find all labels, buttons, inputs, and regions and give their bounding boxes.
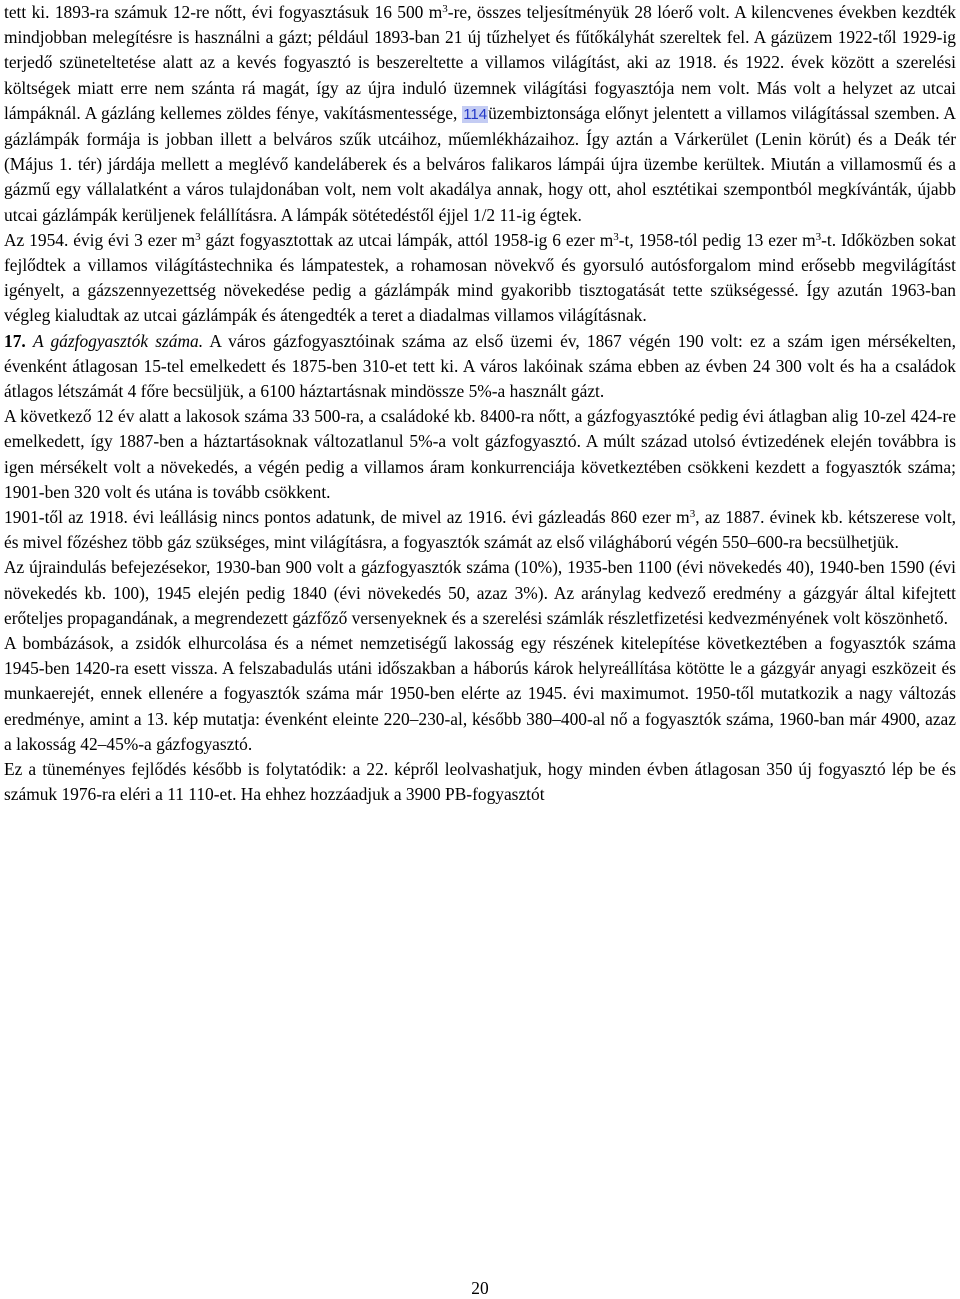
paragraph-gas-usage-1890s: tett ki. 1893-ra számuk 12-re nőtt, évi fogyasztásuk 16 500 $m^3-re$, összes teljesítményük 28 lóerő volt. A kilencvenes években kezdték mindjobban melegítésre is használni a gázt; például 1893-ban 21 új tűzhelyet és fűtőkályhát szereltek fel. A gázüzem 1922-től 1929-ig terjedő szüneteltetése alatt az a kevés fogyasztó is beszereltette a villamos világítást, aki az 1918. és 1922. évek között a szerelési költségek miatt erre nem szánta rá magát, így az újra induló üzemnek világítási fogyasztója nem volt. Más volt a helyzet az utcai lámpáknál. A gázláng kellemes zöldes fénye, vakításmentessége, 114üzembiztonsága előnyt jelentett a villamos világítással szemben. A gázlámpák formája is jobban illett a belváros szűk utcáihoz, műemlékházaihoz. Így aztán a Várkerület (Lenin körút) és a Deák tér (Május 1. tér) járdája mellett a meglévő kandeláberek és a belváros falikaros lámpái újra üzembe kerültek. Miután a villamosmű és a gázmű egy vállalatként a város tulajdonában volt, nem volt akadálya annak, hogy ott, ahol esztétikai szempontból megkívánták, újabb utcai gázlámpák kerüljenek felállításra. A lámpák sötétedéstől éjjel 1/2 11-ig égtek. <box>4 2 957 225</box>
section-number: 17. <box>4 330 26 351</box>
paragraph-1901-1918: 1901-től az 1918. évi leállásig nincs pontos adatunk, de mivel az 1916. évi gázleadás 860 ezer $m^3$, az 1887. évinek kb. kétszerese volt, és mivel főzéshez több gáz szükséges, mint világításra, a fogyasztók számát az első világháború végén 550–600-ra becsülhetjük. <box>4 507 956 553</box>
paragraph-section-17: 17. A gázfogyasztók száma. A város gázfogyasztóinak száma az első üzemi év, 1867 végén 190 volt: ez a szám igen mérsékelten, évenként átlagosan 15-tel emelkedett és 1875-ben 310-et tett ki. A város lakóinak száma ebben az évben 24 300 volt és ha a családok átlagos létszámát 4 főre becsüljük, a 6100 háztartásnak mindössze 5%-a használt gázt. <box>4 330 956 402</box>
paragraph-next-12-years: A következő 12 év alatt a lakosok száma 33 500-ra, a családoké kb. 8400-ra nőtt, a gázfogyasztóké pedig évi átlagban alig 10-zel 424-re emelkedett, így 1887-ben a háztartásoknak változatlanul 5%-a volt gázfogyasztó. A múlt század utolsó évtizedének elején továbbra is igen mérsékelt volt a növekedés, a végén pedig a villamos áram konkurrenciája következtében csökkeni kezdett a fogyasztók száma; 1901-ben 320 volt és utána is tovább csökkent. <box>4 406 956 502</box>
page-marker-badge[interactable]: 114 <box>463 105 488 123</box>
paragraph-phenomenal-growth: Ez a tüneményes fejlődés később is folytatódik: a 22. képről leolvashatjuk, hogy minden évben átlagosan 350 új fogyasztó lép be és számuk 1976-ra eléri a 11 110-et. Ha ehhez hozzáadjuk a 3900 PB-fogyasztót <box>4 759 956 805</box>
paragraph-street-lamps: Az 1954. évig évi 3 ezer $m^3$ gázt fogyasztottak az utcai lámpák, attól 1958-ig 6 ezer $m^3-t$, 1958-tól pedig 13 ezer $m^3-t$. Időközben sokat fejlődtek a villamos világítástechnika és lámpatestek, a rohamosan növekvő és gyorsuló autósforgalom mind erősebb megvilágítást igényelt, a gázszennyezettség növekedése pedig a gázlámpák mind gyakoribb tisztogatását tette szükségessé. Így azután 1963-ban végleg kialudtak az utcai gázlámpák és átengedték a teret a diadalmas villamos világításnak. <box>4 229 956 326</box>
paragraph-restart-1930: Az újraindulás befejezésekor, 1930-ban 900 volt a gázfogyasztók száma (10%), 1935-ben 1100 (évi növekedés 40), 1940-ben 1590 (évi növekedés kb. 100), 1945 elején pedig 1840 (évi növekedés 50, azaz 3%). Az aránylag kedvező eredmény a gázgyár által kifejtett erőteljes propagandának, a megrendezett gázfőző versenyeknek és a szerelési számlák részletfizetési kedvezményének volt köszönhető. <box>4 557 956 628</box>
document-page <box>4 0 956 808</box>
page-number: 20 <box>471 1278 489 1298</box>
section-title: A gázfogyasztók száma. <box>32 330 204 351</box>
paragraph-bombings-1945: A bombázások, a zsidók elhurcolása és a német nemzetiségű lakosság egy részének kitelepítése következtében a fogyasztók száma 1945-ben 1420-ra esett vissza. A felszabadulás utáni időszakban a háborús károk helyreállítása kötötte le a gázgyár anyagi eszközeit és munkaerejét, ennek ellenére a fogyasztók száma már 1950-ben elérte az 1945. évi maximumot. 1950-től mutatkozik a nagy változás eredménye, amint a 13. kép mutatja: évenként eleinte 220–230-al, később 380–400-al nő a fogyasztók száma, 1960-ban már 4900, azaz a lakosság 42–45%-a gázfogyasztó. <box>4 633 956 754</box>
